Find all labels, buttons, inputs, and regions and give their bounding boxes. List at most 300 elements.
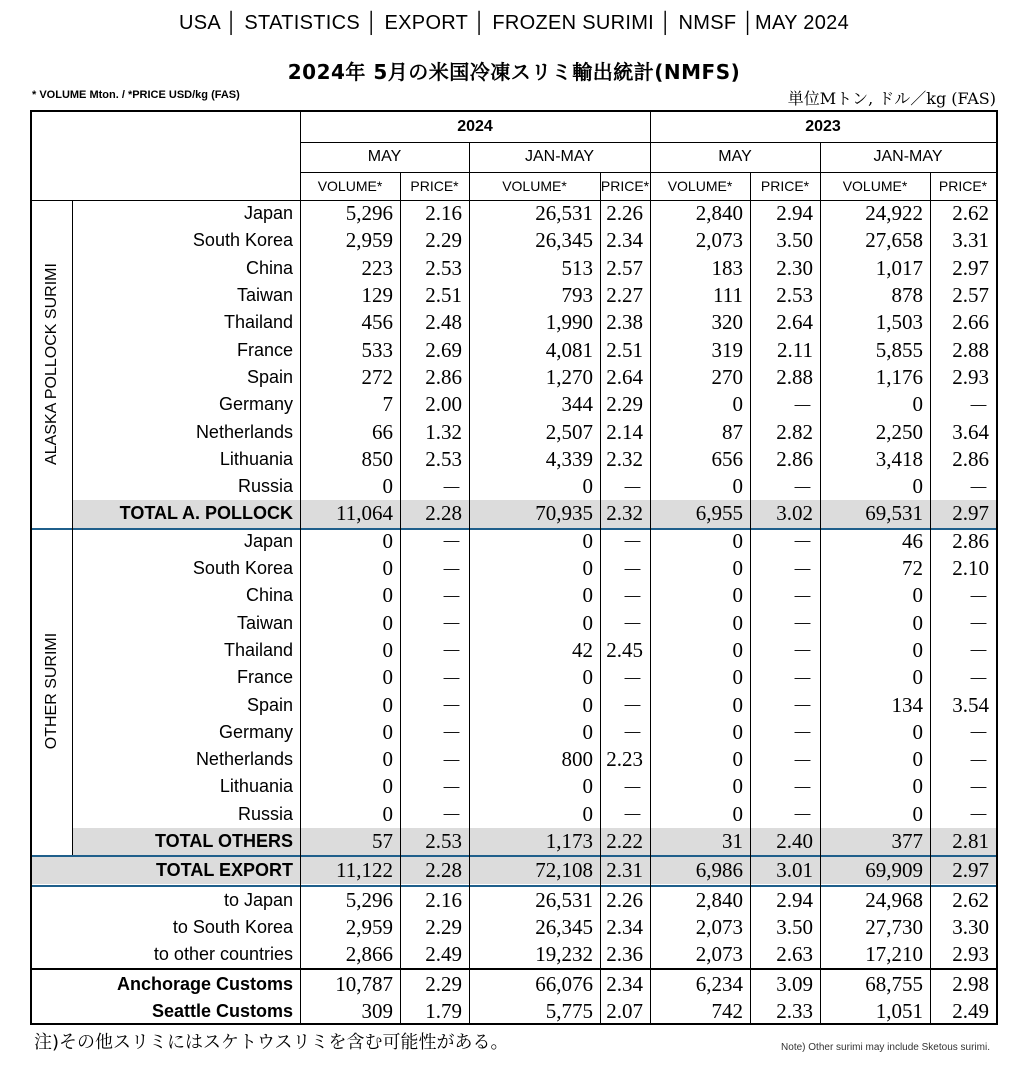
volume-cell: 0 xyxy=(382,719,393,744)
row-label: Japan xyxy=(243,203,293,224)
volume-cell: 1,270 xyxy=(545,364,593,389)
row-label: Germany xyxy=(218,721,293,742)
price-cell: － xyxy=(792,775,813,800)
volume-cell: 2,250 xyxy=(875,419,923,444)
row-label: Russia xyxy=(237,803,293,824)
price-cell: － xyxy=(622,557,643,582)
volume-cell: 793 xyxy=(561,283,593,308)
volume-cell: 0 xyxy=(382,528,393,553)
price-cell: － xyxy=(441,584,462,609)
volume-cell: 223 xyxy=(361,255,393,280)
price-cell: 3.50 xyxy=(776,914,813,939)
volume-cell: 6,955 xyxy=(695,501,743,526)
volume-cell: 2,959 xyxy=(345,228,393,253)
volume-cell: 2,840 xyxy=(695,201,743,226)
volume-cell: 0 xyxy=(382,583,393,608)
volume-cell: 183 xyxy=(711,255,743,280)
price-cell: 2.53 xyxy=(776,283,813,308)
price-cell: － xyxy=(792,748,813,773)
volume-cell: 0 xyxy=(582,665,593,690)
price-cell: 2.30 xyxy=(776,255,813,280)
price-cell: － xyxy=(441,612,462,637)
price-cell: 2.10 xyxy=(952,556,989,581)
price-cell: 3.31 xyxy=(952,228,989,253)
price-cell: － xyxy=(441,721,462,746)
price-cell: － xyxy=(622,775,643,800)
volume-cell: 70,935 xyxy=(535,501,593,526)
price-cell: 2.53 xyxy=(425,446,462,471)
units-note-en: * VOLUME Mton. / *PRICE USD/kg (FAS) xyxy=(32,89,240,101)
year-header: 2024 xyxy=(457,118,493,135)
volume-cell: 0 xyxy=(732,719,743,744)
volume-cell: 878 xyxy=(891,283,923,308)
row-label: China xyxy=(245,257,293,278)
price-cell: 2.45 xyxy=(606,637,643,662)
price-cell: － xyxy=(622,803,643,828)
price-cell: － xyxy=(441,775,462,800)
grid-line xyxy=(750,200,751,1025)
price-cell: 2.00 xyxy=(425,392,462,417)
price-cell: － xyxy=(792,393,813,418)
volume-cell: 272 xyxy=(361,364,393,389)
volume-cell: 5,296 xyxy=(345,201,393,226)
price-cell: 2.07 xyxy=(606,998,643,1023)
price-cell: 2.29 xyxy=(425,914,462,939)
volume-cell: 72,108 xyxy=(535,858,593,883)
volume-cell: 0 xyxy=(912,665,923,690)
price-cell: 3.50 xyxy=(776,228,813,253)
volume-cell: 0 xyxy=(382,747,393,772)
price-cell: － xyxy=(441,748,462,773)
price-cell: 2.53 xyxy=(425,829,462,854)
volume-cell: 344 xyxy=(561,392,593,417)
volume-cell: 2,840 xyxy=(695,887,743,912)
price-cell: 2.14 xyxy=(606,419,643,444)
volume-cell: 800 xyxy=(561,747,593,772)
price-cell: 2.32 xyxy=(606,446,643,471)
price-cell: 2.57 xyxy=(952,283,989,308)
metric-header: PRICE* xyxy=(410,178,459,194)
grid-line xyxy=(930,200,931,1025)
row-label: to other countries xyxy=(153,944,293,965)
price-cell: 2.40 xyxy=(776,829,813,854)
price-cell: 2.63 xyxy=(776,942,813,967)
volume-cell: 377 xyxy=(891,829,923,854)
price-cell: 2.48 xyxy=(425,310,462,335)
volume-cell: 66,076 xyxy=(535,971,593,996)
volume-cell: 17,210 xyxy=(865,942,923,967)
volume-cell: 24,968 xyxy=(865,887,923,912)
price-cell: － xyxy=(441,557,462,582)
volume-cell: 0 xyxy=(582,692,593,717)
price-cell: 2.86 xyxy=(952,446,989,471)
price-cell: 2.57 xyxy=(606,255,643,280)
price-cell: 2.66 xyxy=(952,310,989,335)
price-cell: 2.36 xyxy=(606,942,643,967)
price-cell: 3.02 xyxy=(776,501,813,526)
price-cell: － xyxy=(622,694,643,719)
volume-cell: 6,234 xyxy=(695,971,743,996)
price-cell: 2.94 xyxy=(776,887,813,912)
group-label: ALASKA POLLOCK SURIMI xyxy=(43,262,60,465)
grid-line xyxy=(300,200,301,1025)
row-label: TOTAL A. POLLOCK xyxy=(119,503,293,524)
row-label: Spain xyxy=(246,694,293,715)
volume-cell: 19,232 xyxy=(535,942,593,967)
price-cell: － xyxy=(441,639,462,664)
volume-cell: 11,122 xyxy=(336,858,393,883)
price-cell: － xyxy=(622,475,643,500)
grid-line xyxy=(750,172,751,200)
price-cell: － xyxy=(441,475,462,500)
volume-cell: 6,986 xyxy=(695,858,743,883)
grid-line xyxy=(469,142,470,200)
volume-cell: 1,990 xyxy=(545,310,593,335)
row-label: Spain xyxy=(246,366,293,387)
price-cell: 2.97 xyxy=(952,858,989,883)
volume-cell: 0 xyxy=(582,610,593,635)
volume-cell: 26,345 xyxy=(535,914,593,939)
grid-line xyxy=(72,200,73,855)
page-title: 2024年 5月の米国冷凍スリミ輸出統計(NMFS) xyxy=(287,60,741,84)
row-label: South Korea xyxy=(192,558,293,579)
grid-line xyxy=(300,112,301,200)
price-cell: － xyxy=(968,775,989,800)
price-cell: 2.86 xyxy=(952,528,989,553)
group-label: OTHER SURIMI xyxy=(43,633,60,750)
volume-cell: 27,730 xyxy=(865,914,923,939)
price-cell: 2.62 xyxy=(952,887,989,912)
grid-line xyxy=(469,200,470,1025)
volume-cell: 656 xyxy=(711,446,743,471)
row-label: Japan xyxy=(243,530,293,551)
period-header: MAY xyxy=(367,148,402,165)
price-cell: － xyxy=(792,475,813,500)
volume-cell: 1,503 xyxy=(875,310,923,335)
volume-cell: 0 xyxy=(732,474,743,499)
price-cell: － xyxy=(968,393,989,418)
price-cell: 2.32 xyxy=(606,501,643,526)
price-cell: － xyxy=(792,612,813,637)
row-label: TOTAL OTHERS xyxy=(154,831,293,852)
report-header: USA │ STATISTICS │ EXPORT │ FROZEN SURIMI │ NMSF │MAY 2024 xyxy=(178,12,850,34)
row-label: to South Korea xyxy=(172,916,293,937)
volume-cell: 2,959 xyxy=(345,914,393,939)
price-cell: 2.27 xyxy=(606,283,643,308)
volume-cell: 31 xyxy=(722,829,743,854)
price-cell: － xyxy=(968,639,989,664)
row-label: TOTAL EXPORT xyxy=(155,860,293,881)
price-cell: － xyxy=(792,639,813,664)
row-label: China xyxy=(245,585,293,606)
price-cell: 3.09 xyxy=(776,971,813,996)
price-cell: 3.64 xyxy=(952,419,989,444)
volume-cell: 0 xyxy=(912,610,923,635)
volume-cell: 1,017 xyxy=(875,255,923,280)
row-label: Taiwan xyxy=(236,612,293,633)
price-cell: 3.01 xyxy=(776,858,813,883)
row-label: Thailand xyxy=(223,312,293,333)
period-header: JAN-MAY xyxy=(524,148,595,165)
volume-cell: 4,339 xyxy=(545,446,593,471)
volume-cell: 0 xyxy=(582,583,593,608)
volume-cell: 456 xyxy=(361,310,393,335)
volume-cell: 10,787 xyxy=(335,971,393,996)
price-cell: － xyxy=(622,584,643,609)
units-note-jp: 単位Mトン, ドル／kg (FAS) xyxy=(787,89,996,108)
volume-cell: 26,531 xyxy=(535,201,593,226)
grid-line xyxy=(650,112,651,200)
price-cell: 2.28 xyxy=(425,858,462,883)
volume-cell: 0 xyxy=(732,392,743,417)
grid-line xyxy=(820,142,821,200)
row-label: Thailand xyxy=(223,639,293,660)
grid-line xyxy=(300,172,996,173)
price-cell: 2.34 xyxy=(606,914,643,939)
price-cell: 2.53 xyxy=(425,255,462,280)
period-header: MAY xyxy=(718,148,752,165)
price-cell: 2.69 xyxy=(425,337,462,362)
volume-cell: 42 xyxy=(572,637,593,662)
price-cell: 2.64 xyxy=(776,310,813,335)
price-cell: － xyxy=(792,721,813,746)
statistics-table xyxy=(30,110,998,1025)
volume-cell: 69,531 xyxy=(865,501,923,526)
price-cell: 2.29 xyxy=(606,392,643,417)
metric-header: VOLUME* xyxy=(667,178,733,194)
volume-cell: 111 xyxy=(713,283,743,308)
price-cell: 2.98 xyxy=(952,971,989,996)
volume-cell: 5,775 xyxy=(545,998,593,1023)
metric-header: VOLUME* xyxy=(317,178,383,194)
period-header: JAN-MAY xyxy=(873,148,943,165)
volume-cell: 0 xyxy=(732,583,743,608)
price-cell: － xyxy=(622,721,643,746)
price-cell: 2.82 xyxy=(776,419,813,444)
volume-cell: 0 xyxy=(912,719,923,744)
price-cell: 2.62 xyxy=(952,201,989,226)
price-cell: － xyxy=(792,694,813,719)
volume-cell: 319 xyxy=(711,337,743,362)
volume-cell: 72 xyxy=(902,556,923,581)
price-cell: 2.38 xyxy=(606,310,643,335)
price-cell: 2.26 xyxy=(606,201,643,226)
price-cell: － xyxy=(792,557,813,582)
price-cell: 2.97 xyxy=(952,501,989,526)
volume-cell: 0 xyxy=(912,747,923,772)
row-label: Seattle Customs xyxy=(151,1000,293,1021)
volume-cell: 66 xyxy=(372,419,393,444)
grid-line xyxy=(820,200,821,1025)
volume-cell: 0 xyxy=(912,583,923,608)
volume-cell: 309 xyxy=(361,998,393,1023)
volume-cell: 2,073 xyxy=(695,228,743,253)
price-cell: － xyxy=(792,803,813,828)
price-cell: － xyxy=(968,612,989,637)
price-cell: 1.32 xyxy=(425,419,462,444)
volume-cell: 0 xyxy=(382,665,393,690)
price-cell: － xyxy=(968,748,989,773)
volume-cell: 2,866 xyxy=(345,942,393,967)
metric-header: VOLUME* xyxy=(842,178,908,194)
metric-header: PRICE* xyxy=(938,178,988,194)
row-label: Anchorage Customs xyxy=(116,973,293,994)
price-cell: 1.79 xyxy=(425,998,462,1023)
row-label: South Korea xyxy=(192,230,293,251)
price-cell: 2.23 xyxy=(606,747,643,772)
price-cell: － xyxy=(968,803,989,828)
volume-cell: 0 xyxy=(382,556,393,581)
year-header: 2023 xyxy=(805,118,841,135)
price-cell: 2.93 xyxy=(952,364,989,389)
row-label: Lithuania xyxy=(219,448,293,469)
volume-cell: 0 xyxy=(912,774,923,799)
footer-note-en: Note) Other surimi may include Sketous surimi. xyxy=(781,1042,990,1053)
price-cell: － xyxy=(622,612,643,637)
price-cell: － xyxy=(792,584,813,609)
volume-cell: 0 xyxy=(732,610,743,635)
volume-cell: 0 xyxy=(382,801,393,826)
volume-cell: 0 xyxy=(732,774,743,799)
price-cell: 2.16 xyxy=(425,201,462,226)
price-cell: － xyxy=(622,530,643,555)
price-cell: 2.29 xyxy=(425,971,462,996)
price-cell: 2.94 xyxy=(776,201,813,226)
volume-cell: 270 xyxy=(711,364,743,389)
volume-cell: 134 xyxy=(891,692,923,717)
volume-cell: 2,073 xyxy=(695,942,743,967)
grid-line xyxy=(400,200,401,1025)
volume-cell: 0 xyxy=(912,801,923,826)
grid-line xyxy=(300,142,996,143)
volume-cell: 0 xyxy=(912,392,923,417)
price-cell: 2.88 xyxy=(776,364,813,389)
volume-cell: 0 xyxy=(582,801,593,826)
volume-cell: 0 xyxy=(382,692,393,717)
price-cell: － xyxy=(968,666,989,691)
volume-cell: 0 xyxy=(382,774,393,799)
row-label: Taiwan xyxy=(236,285,293,306)
volume-cell: 68,755 xyxy=(865,971,923,996)
volume-cell: 0 xyxy=(732,747,743,772)
volume-cell: 0 xyxy=(582,774,593,799)
footer-note-jp: 注)その他スリミにはスケトウスリミを含む可能性がある。 xyxy=(34,1032,509,1053)
row-label: Russia xyxy=(237,476,293,497)
price-cell: 2.86 xyxy=(776,446,813,471)
price-cell: － xyxy=(441,530,462,555)
volume-cell: 0 xyxy=(582,474,593,499)
price-cell: 3.30 xyxy=(952,914,989,939)
volume-cell: 5,855 xyxy=(875,337,923,362)
price-cell: 2.51 xyxy=(606,337,643,362)
volume-cell: 0 xyxy=(732,665,743,690)
volume-cell: 0 xyxy=(732,801,743,826)
price-cell: 2.88 xyxy=(952,337,989,362)
volume-cell: 0 xyxy=(732,692,743,717)
row-label: to Japan xyxy=(223,889,293,910)
price-cell: 2.26 xyxy=(606,887,643,912)
volume-cell: 320 xyxy=(711,310,743,335)
price-cell: 2.93 xyxy=(952,942,989,967)
volume-cell: 0 xyxy=(382,474,393,499)
grid-line xyxy=(600,200,601,1025)
metric-header: PRICE* xyxy=(600,178,650,194)
volume-cell: 0 xyxy=(382,610,393,635)
volume-cell: 0 xyxy=(582,528,593,553)
price-cell: － xyxy=(792,530,813,555)
volume-cell: 5,296 xyxy=(345,887,393,912)
volume-cell: 533 xyxy=(361,337,393,362)
volume-cell: 850 xyxy=(361,446,393,471)
price-cell: 2.31 xyxy=(606,858,643,883)
metric-header: PRICE* xyxy=(760,178,810,194)
price-cell: － xyxy=(968,721,989,746)
price-cell: 2.81 xyxy=(952,829,989,854)
volume-cell: 129 xyxy=(361,283,393,308)
price-cell: 2.86 xyxy=(425,364,462,389)
volume-cell: 3,418 xyxy=(875,446,923,471)
price-cell: 2.22 xyxy=(606,829,643,854)
row-label: Lithuania xyxy=(219,776,293,797)
volume-cell: 0 xyxy=(582,556,593,581)
volume-cell: 0 xyxy=(732,556,743,581)
price-cell: － xyxy=(792,666,813,691)
row-label: Germany xyxy=(218,394,293,415)
price-cell: 2.34 xyxy=(606,971,643,996)
volume-cell: 513 xyxy=(561,255,593,280)
price-cell: － xyxy=(968,475,989,500)
price-cell: 2.11 xyxy=(777,337,813,362)
price-cell: 2.33 xyxy=(776,998,813,1023)
price-cell: － xyxy=(441,666,462,691)
volume-cell: 2,073 xyxy=(695,914,743,939)
volume-cell: 27,658 xyxy=(865,228,923,253)
volume-cell: 46 xyxy=(902,528,923,553)
grid-line xyxy=(600,172,601,200)
volume-cell: 7 xyxy=(382,392,393,417)
grid-line xyxy=(930,172,931,200)
price-cell: 2.64 xyxy=(606,364,643,389)
volume-cell: 69,909 xyxy=(865,858,923,883)
volume-cell: 4,081 xyxy=(545,337,593,362)
volume-cell: 1,173 xyxy=(545,829,593,854)
row-label: France xyxy=(236,667,293,688)
row-label: Netherlands xyxy=(195,421,293,442)
metric-header: VOLUME* xyxy=(502,178,567,194)
row-label: Netherlands xyxy=(195,749,293,770)
volume-cell: 1,176 xyxy=(875,364,923,389)
volume-cell: 26,345 xyxy=(535,228,593,253)
grid-line xyxy=(650,200,651,1025)
price-cell: － xyxy=(968,584,989,609)
price-cell: － xyxy=(441,803,462,828)
price-cell: 2.97 xyxy=(952,255,989,280)
volume-cell: 87 xyxy=(722,419,743,444)
price-cell: 3.54 xyxy=(952,692,989,717)
volume-cell: 0 xyxy=(582,719,593,744)
volume-cell: 0 xyxy=(732,637,743,662)
volume-cell: 0 xyxy=(912,637,923,662)
volume-cell: 57 xyxy=(372,829,393,854)
volume-cell: 24,922 xyxy=(865,201,923,226)
price-cell: － xyxy=(622,666,643,691)
volume-cell: 26,531 xyxy=(535,887,593,912)
grid-line xyxy=(400,172,401,200)
volume-cell: 2,507 xyxy=(545,419,593,444)
price-cell: 2.49 xyxy=(425,942,462,967)
price-cell: 2.49 xyxy=(952,998,989,1023)
price-cell: 2.29 xyxy=(425,228,462,253)
